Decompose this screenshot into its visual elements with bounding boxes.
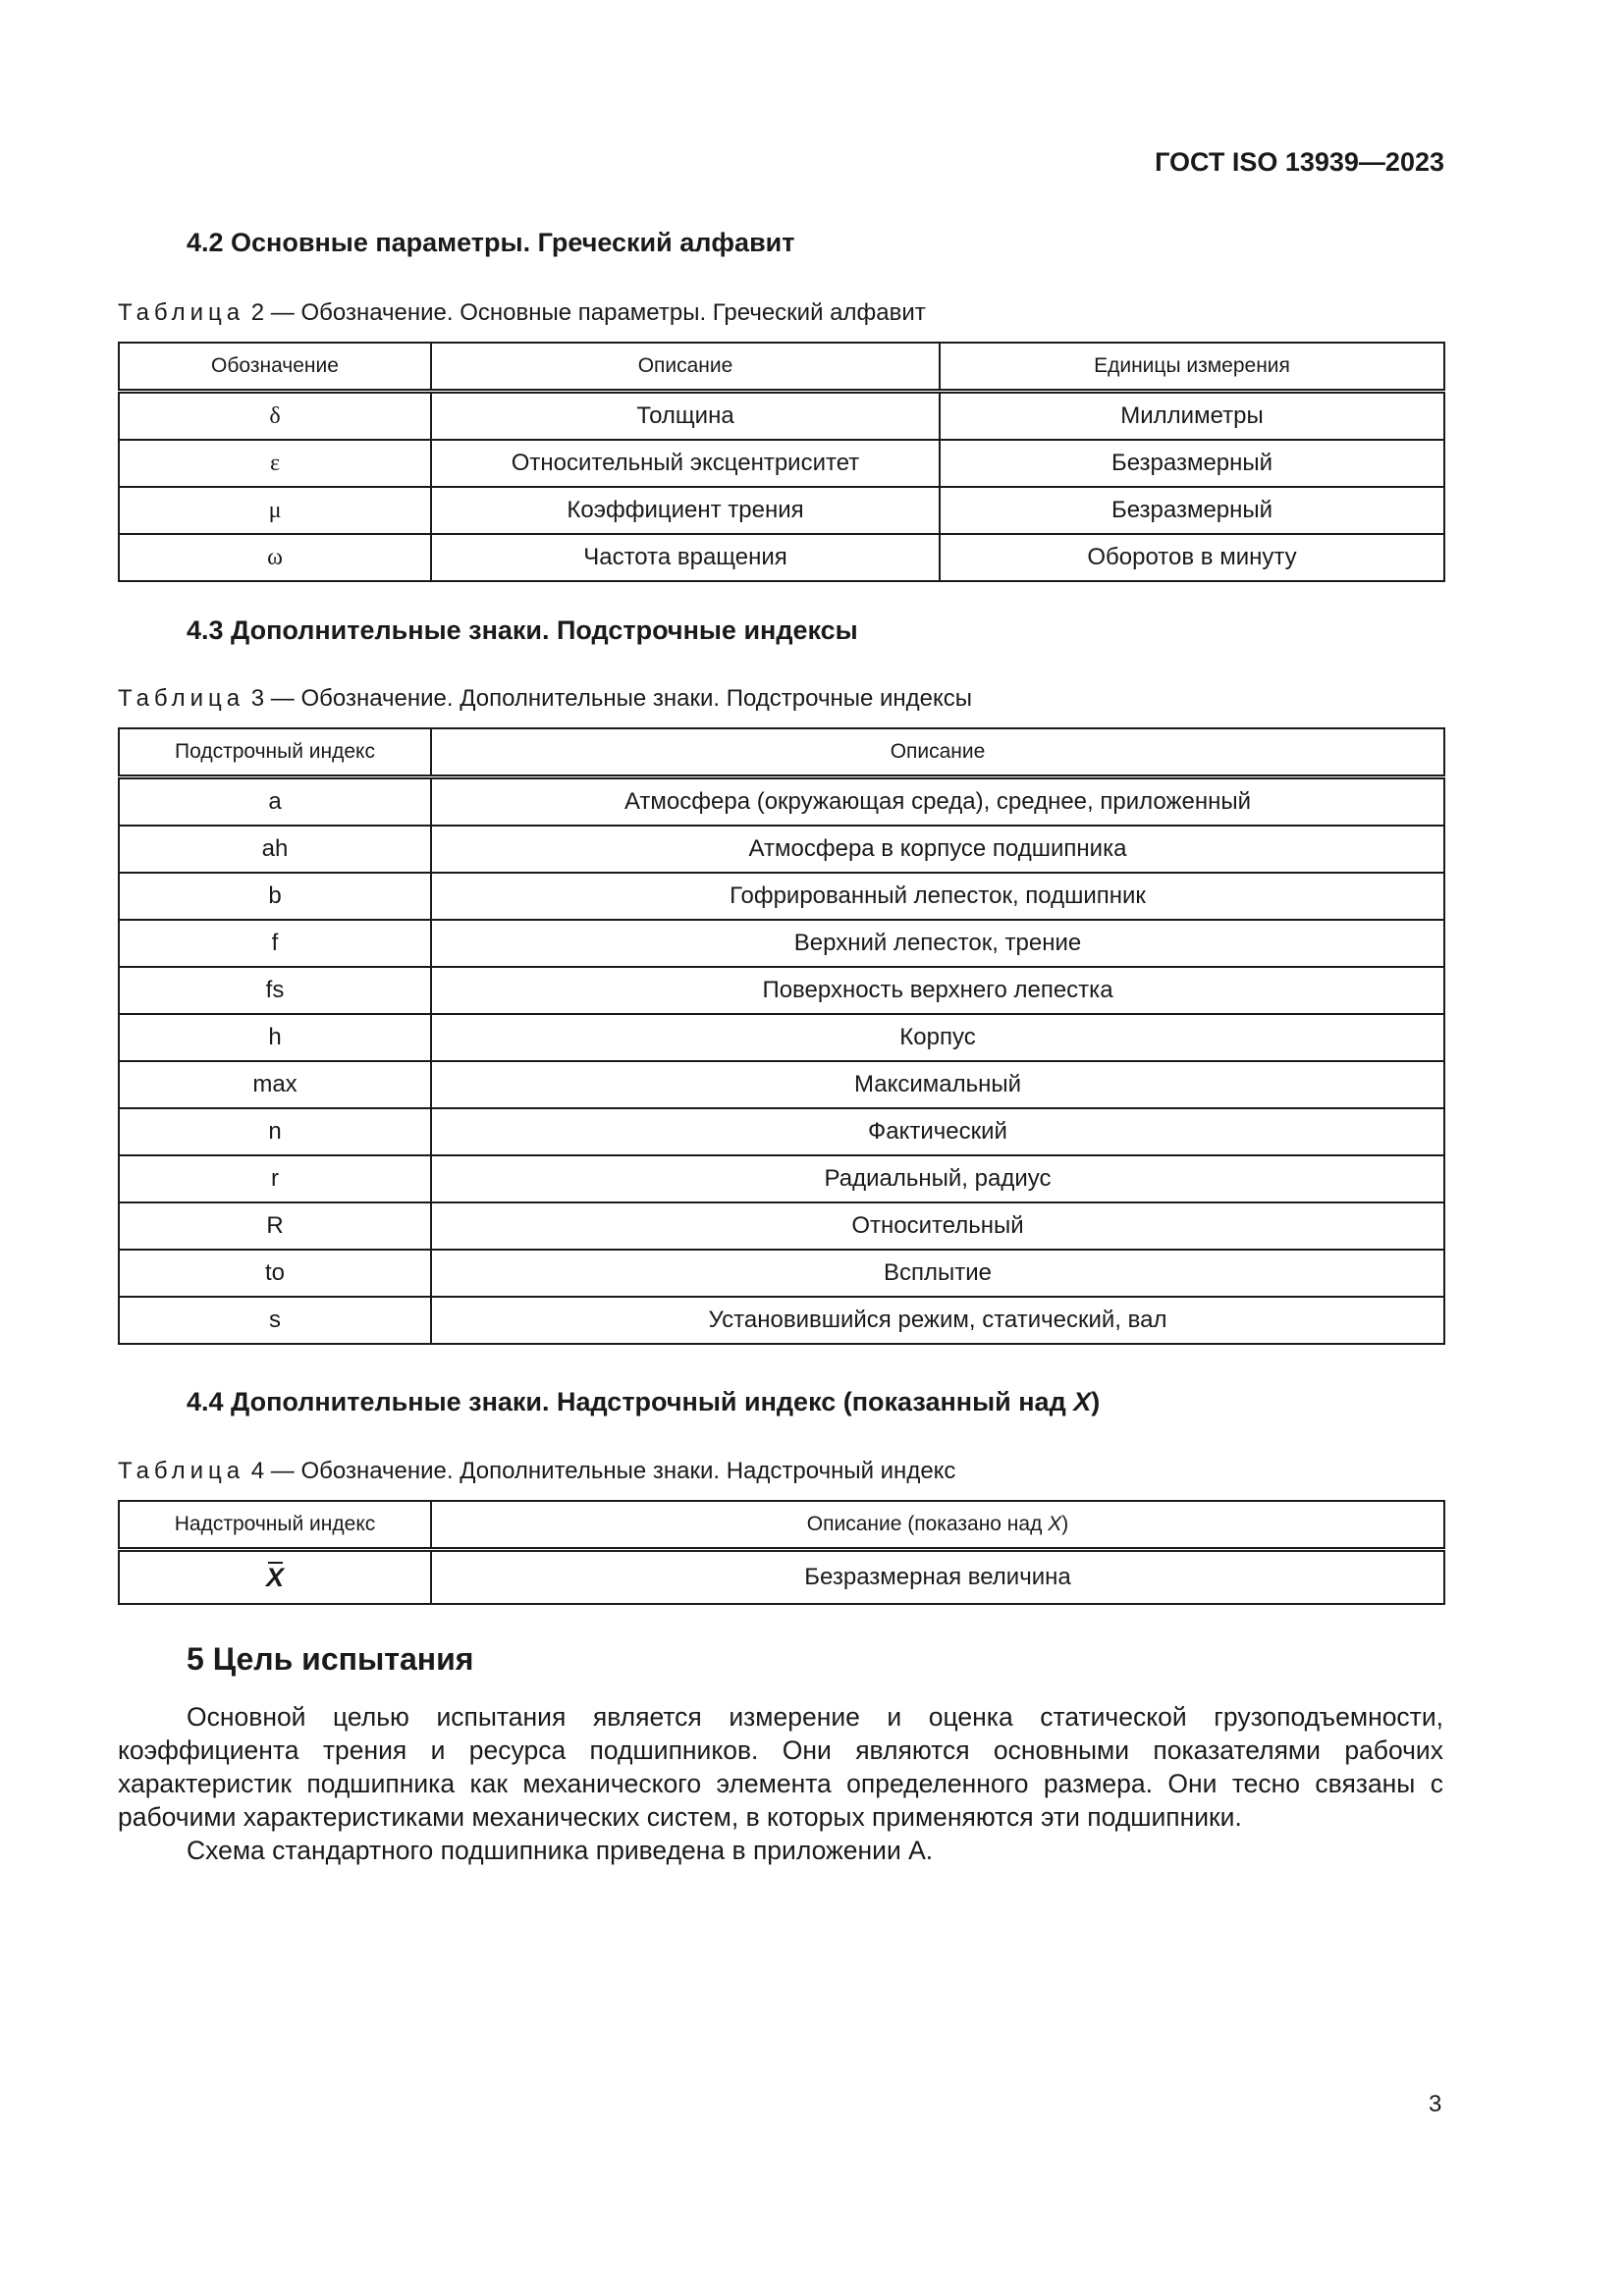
table-4-col-description-variable: X	[1048, 1513, 1062, 1535]
table-4-description: Безразмерная величина	[431, 1550, 1444, 1605]
table-2-symbol: δ	[119, 392, 431, 441]
section-4-3-heading: 4.3 Дополнительные знаки. Подстрочные индексы	[187, 615, 858, 645]
table-3-col-description: Описание	[431, 728, 1444, 777]
table-2-header-row	[119, 343, 1444, 392]
table-3-description: Максимальный	[431, 1061, 1444, 1108]
table-2-col-description: Описание	[431, 343, 940, 392]
table-row	[119, 440, 1444, 487]
table-row	[119, 826, 1444, 873]
table-3-description: Установившийся режим, статический, вал	[431, 1297, 1444, 1344]
table-2-caption-word: Таблица	[118, 299, 245, 326]
table-3-index: f	[119, 920, 431, 967]
table-3-index: n	[119, 1108, 431, 1155]
table-3-index: r	[119, 1155, 431, 1202]
table-3-index: max	[119, 1061, 431, 1108]
table-2-col-symbol: Обозначение	[119, 343, 431, 392]
table-3-index: a	[119, 777, 431, 827]
table-2-symbol: μ	[119, 487, 431, 534]
table-2-units: Безразмерный	[940, 440, 1444, 487]
table-3-caption-word: Таблица	[118, 685, 245, 712]
section-4-2-heading: 4.2 Основные параметры. Греческий алфавит	[187, 228, 795, 257]
table-2-description: Относительный эксцентриситет	[431, 440, 940, 487]
page-number: 3	[1429, 2091, 1442, 2117]
section-5-heading: 5 Цель испытания	[187, 1641, 474, 1677]
table-2-units: Миллиметры	[940, 392, 1444, 441]
table-3-index: s	[119, 1297, 431, 1344]
table-row	[119, 392, 1444, 441]
table-3-description: Фактический	[431, 1108, 1444, 1155]
table-2-caption	[118, 299, 926, 327]
table-3-caption-text: 3 — Обозначение. Дополнительные знаки. Подстрочные индексы	[244, 685, 973, 712]
table-2-description: Толщина	[431, 392, 940, 441]
table-row	[119, 873, 1444, 920]
table-2-units: Оборотов в минуту	[940, 534, 1444, 581]
table-4	[118, 1500, 1445, 1605]
table-3-description: Верхний лепесток, трение	[431, 920, 1444, 967]
table-3-index: to	[119, 1250, 431, 1297]
x-bar-symbol: X	[265, 1562, 284, 1592]
table-row	[119, 1250, 1444, 1297]
section-5-body	[118, 1700, 1443, 1867]
table-3-description: Гофрированный лепесток, подшипник	[431, 873, 1444, 920]
table-4-col-description	[431, 1501, 1444, 1550]
table-3-description: Относительный	[431, 1202, 1444, 1250]
table-row	[119, 1014, 1444, 1061]
table-2-caption-text: 2 — Обозначение. Основные параметры. Греческий алфавит	[244, 299, 926, 326]
table-3-description: Поверхность верхнего лепестка	[431, 967, 1444, 1014]
section-4-4-heading-variable: X	[1073, 1387, 1092, 1416]
table-row	[119, 1297, 1444, 1344]
table-row	[119, 920, 1444, 967]
table-row	[119, 534, 1444, 581]
table-3-caption	[118, 685, 972, 713]
document-standard-code: ГОСТ ISO 13939—2023	[1155, 147, 1444, 177]
section-5-paragraph-1: Основной целью испытания является измерение и оценка статической грузоподъемности, коэффициента трения и ресурса подшипников. Они являются основными показателями рабочих характеристик подшипника как механического элемента определенного размера. Они тесно связаны с рабочими характеристиками механических систем, в которых применяются эти подшипники.	[118, 1702, 1443, 1832]
section-5-paragraph-2: Схема стандартного подшипника приведена в приложении А.	[187, 1836, 934, 1865]
table-3	[118, 727, 1445, 1345]
table-3-description: Всплытие	[431, 1250, 1444, 1297]
table-3-description: Атмосфера (окружающая среда), среднее, приложенный	[431, 777, 1444, 827]
table-3-header-row	[119, 728, 1444, 777]
table-2-units: Безразмерный	[940, 487, 1444, 534]
table-3-col-index: Подстрочный индекс	[119, 728, 431, 777]
table-4-caption	[118, 1458, 955, 1485]
table-3-index: fs	[119, 967, 431, 1014]
table-row	[119, 487, 1444, 534]
table-4-caption-text: 4 — Обозначение. Дополнительные знаки. Надстрочный индекс	[244, 1458, 956, 1484]
table-row	[119, 1155, 1444, 1202]
table-2-col-units: Единицы измерения	[940, 343, 1444, 392]
table-4-col-index: Надстрочный индекс	[119, 1501, 431, 1550]
table-4-col-description-text: Описание (показано над	[806, 1513, 1049, 1535]
table-2-symbol: ε	[119, 440, 431, 487]
table-row	[119, 777, 1444, 827]
section-4-4-heading	[187, 1387, 1100, 1417]
table-4-symbol	[119, 1550, 431, 1605]
table-3-index: b	[119, 873, 431, 920]
table-2	[118, 342, 1445, 582]
table-4-col-description-end: )	[1061, 1513, 1069, 1535]
table-4-caption-word: Таблица	[118, 1458, 245, 1484]
table-row	[119, 967, 1444, 1014]
table-2-description: Частота вращения	[431, 534, 940, 581]
table-4-header-row	[119, 1501, 1444, 1550]
table-row	[119, 1550, 1444, 1605]
table-3-index: ah	[119, 826, 431, 873]
table-2-description: Коэффициент трения	[431, 487, 940, 534]
table-row	[119, 1108, 1444, 1155]
table-3-description: Атмосфера в корпусе подшипника	[431, 826, 1444, 873]
table-3-description: Радиальный, радиус	[431, 1155, 1444, 1202]
table-row	[119, 1202, 1444, 1250]
table-3-index: h	[119, 1014, 431, 1061]
section-4-4-heading-text: 4.4 Дополнительные знаки. Надстрочный индекс (показанный над	[187, 1387, 1074, 1416]
table-3-description: Корпус	[431, 1014, 1444, 1061]
table-2-symbol: ω	[119, 534, 431, 581]
table-3-index: R	[119, 1202, 431, 1250]
table-row	[119, 1061, 1444, 1108]
section-4-4-heading-end: )	[1091, 1387, 1101, 1416]
